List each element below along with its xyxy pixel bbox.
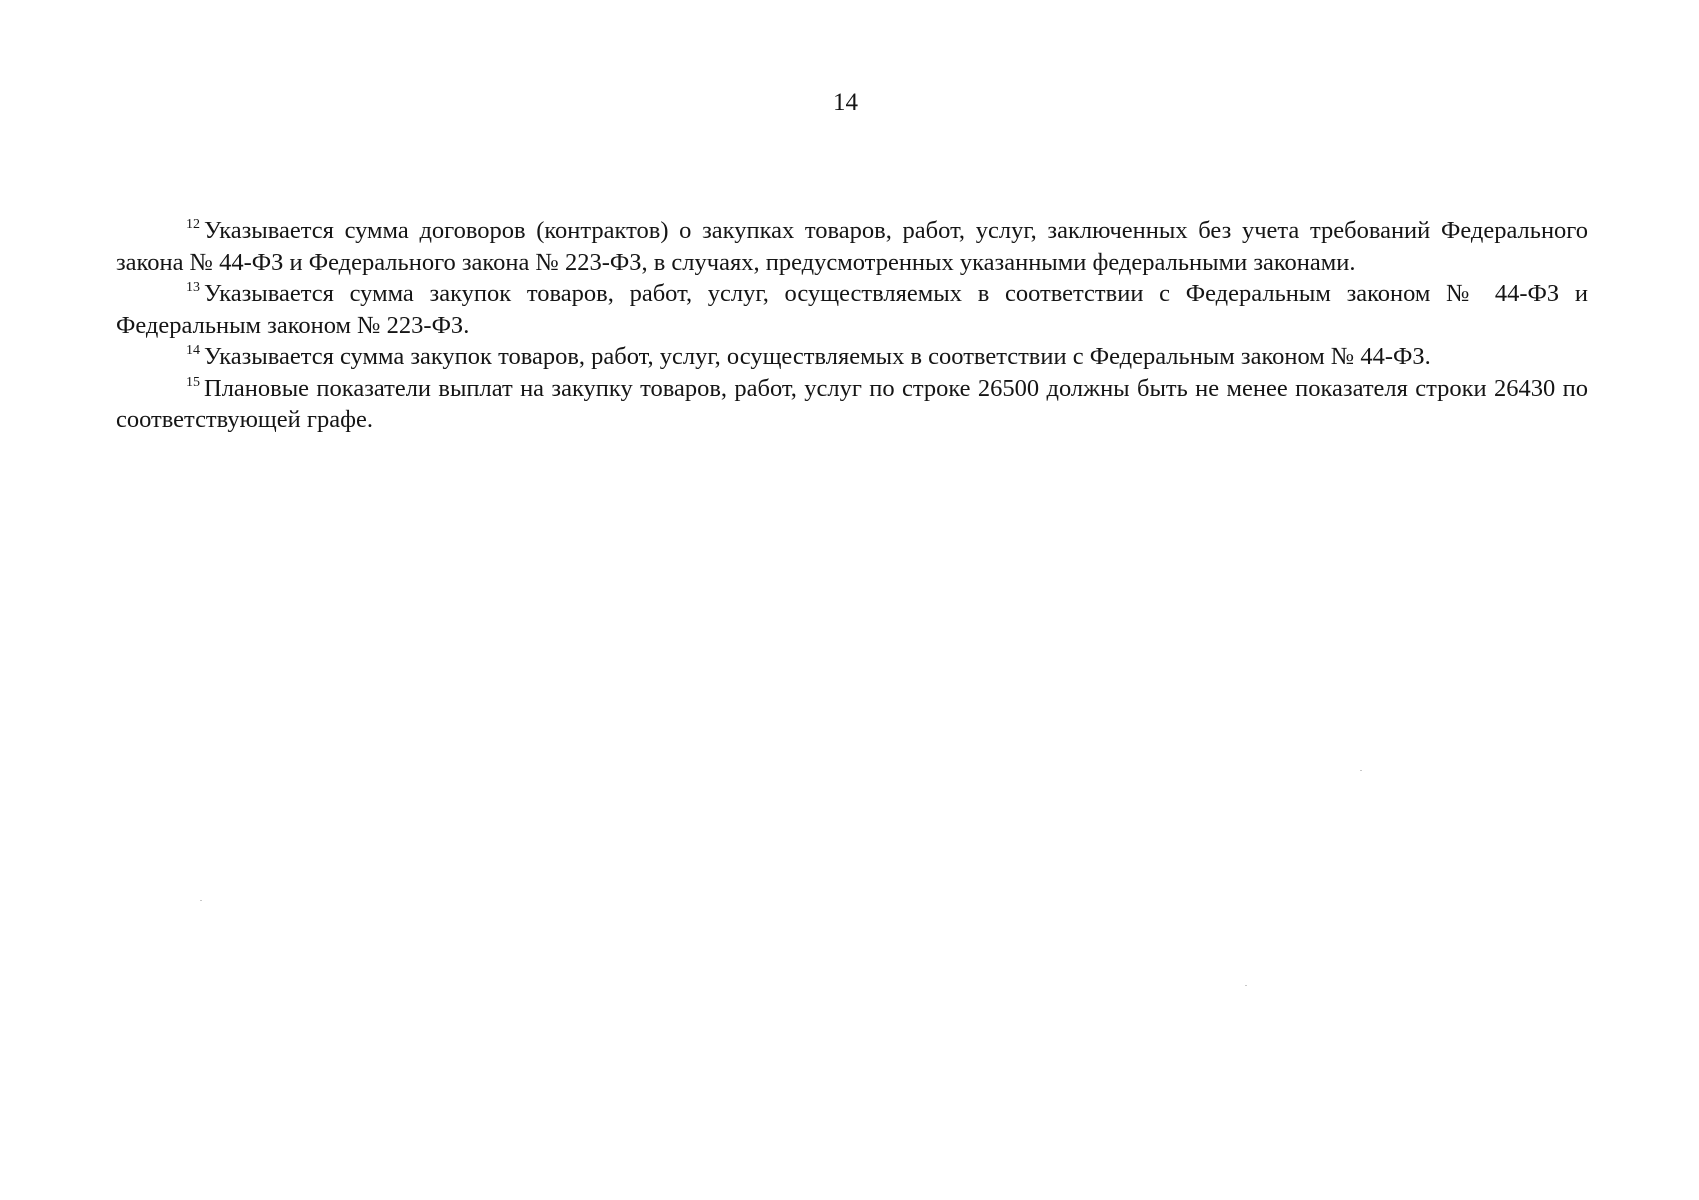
footnote-12 <box>116 215 1588 278</box>
footnote-marker: 13 <box>186 280 200 295</box>
scan-speck <box>1245 985 1247 986</box>
footnote-13 <box>116 278 1588 341</box>
scan-speck <box>1360 770 1362 771</box>
footnote-15 <box>116 373 1588 436</box>
footnote-text: Указывается сумма закупок товаров, работ, услуг, осуществляемых в соответствии с Федеральным законом № 44-ФЗ. <box>204 343 1431 370</box>
footnote-marker: 12 <box>186 217 200 232</box>
footnote-text: Указывается сумма закупок товаров, работ, услуг, осуществляемых в соответствии с Федеральным законом № 44-ФЗ и Федеральным законом № 223-ФЗ. <box>116 280 1588 339</box>
footnote-text: Плановые показатели выплат на закупку товаров, работ, услуг по строке 26500 должны быть не менее показателя строки 26430 по соответствующей графе. <box>116 374 1588 433</box>
scan-speck <box>200 900 202 901</box>
footnote-text: Указывается сумма договоров (контрактов) о закупках товаров, работ, услуг, заключенных без учета требований Федерального закона № 44-ФЗ и Федерального закона № 223-ФЗ, в случаях, предусмотренных указанными федеральными законами. <box>116 217 1588 276</box>
footnote-marker: 15 <box>186 374 200 390</box>
footnote-14 <box>116 341 1588 373</box>
footnotes-section <box>116 215 1588 436</box>
page-number: 14 <box>833 89 858 116</box>
footnote-marker: 14 <box>186 343 200 358</box>
